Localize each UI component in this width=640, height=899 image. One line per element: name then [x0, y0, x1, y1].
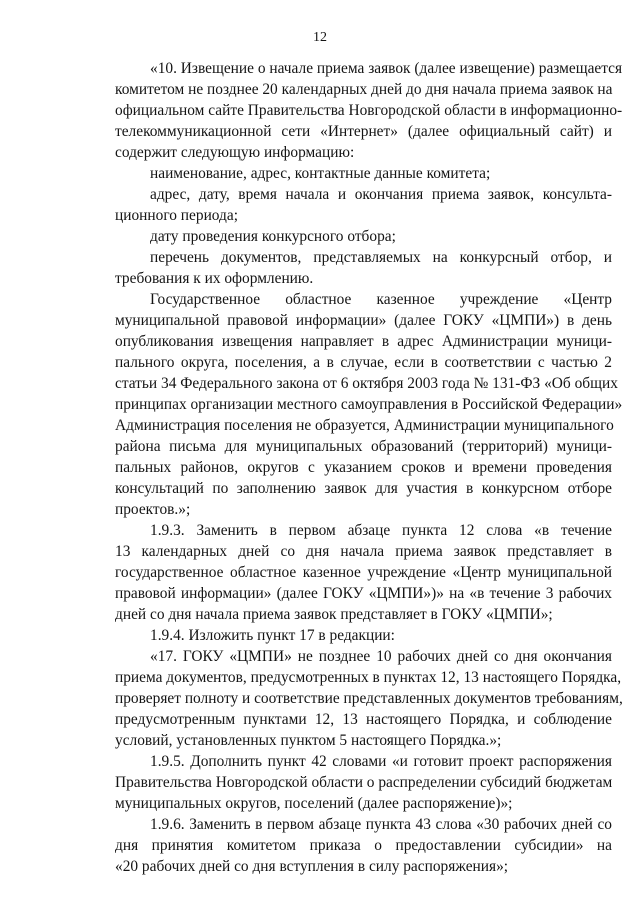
text-line: перечень документов, представляемых на конкурсный отбор, и [150, 249, 612, 266]
text-line: проектов.»; [115, 501, 191, 518]
text-line: пального округа, поселения, а в случае, если в соответствии с частью 2 [115, 354, 612, 371]
text-line: правовой информации» (далее ГОКУ «ЦМПИ»)» на «в течение 3 рабочих [115, 585, 612, 602]
text-line: 1.9.4. Изложить пункт 17 в редакции: [150, 627, 395, 644]
text-line: содержит следующую информацию: [115, 144, 355, 161]
text-line: 13 календарных дней со дня начала приема заявок представляет в [115, 543, 612, 560]
text-line: проверяет полноту и соответствие представленных документов требованиям, [115, 690, 623, 707]
text-line: пальных районов, округов с указанием сроков и времени проведения [115, 459, 612, 476]
text-line: приема документов, предусмотренных в пунктах 12, 13 настоящего Порядка, [115, 669, 622, 686]
text-line: района письма для муниципальных образований (территорий) муници- [115, 438, 612, 455]
text-line: статьи 34 Федерального закона от 6 октября 2003 года № 131-ФЗ «Об общих [115, 375, 618, 392]
text-line: Правительства Новгородской области о распределении субсидий бюджетам [115, 774, 613, 791]
text-line: консультаций по заполнению заявок для участия в конкурсном отборе [115, 480, 612, 497]
text-line: 1.9.5. Дополнить пункт 42 словами «и готовит проект распоряжения [150, 753, 612, 770]
text-line: комитетом не позднее 20 календарных дней до дня начала приема заявок на [115, 81, 613, 98]
text-line: муниципальных округов, поселений (далее распоряжение)»; [115, 795, 513, 812]
text-line: адрес, дату, время начала и окончания приема заявок, консульта- [150, 186, 612, 203]
text-line: принципах организации местного самоуправления в Российской Федерации» [115, 396, 623, 413]
text-line: официальном сайте Правительства Новгородской области в информационно- [115, 102, 623, 119]
text-line: дату проведения конкурсного отбора; [150, 228, 396, 245]
text-line: дней со дня начала приема заявок представляет в ГОКУ «ЦМПИ»; [115, 606, 553, 623]
text-line: государственное областное казенное учреждение «Центр муниципальной [115, 564, 612, 581]
text-line: «20 рабочих дней со дня вступления в силу распоряжения»; [115, 858, 509, 875]
text-line: «10. Извещение о начале приема заявок (далее извещение) размещается [150, 60, 623, 77]
text-line: условий, установленных пунктом 5 настоящего Порядка.»; [115, 732, 502, 749]
text-line: 1.9.3. Заменить в первом абзаце пункта 12 слова «в течение [150, 522, 612, 539]
text-line: «17. ГОКУ «ЦМПИ» не позднее 10 рабочих дней со дня окончания [150, 648, 612, 665]
text-line: Государственное областное казенное учреждение «Центр [150, 291, 612, 308]
text-line: требования к их оформлению. [115, 270, 314, 287]
text-line: телекоммуникационной сети «Интернет» (далее официальный сайт) и [115, 123, 612, 140]
text-line: муниципальной правовой информации» (далее ГОКУ «ЦМПИ») в день [115, 312, 612, 329]
text-line: ционного периода; [115, 207, 238, 224]
text-line: Администрация поселения не образуется, Администрации муниципального [115, 417, 614, 434]
text-line: наименование, адрес, контактные данные комитета; [150, 165, 491, 182]
text-line: предусмотренным пунктами 12, 13 настоящего Порядка, и соблюдение [115, 711, 612, 728]
text-line: 1.9.6. Заменить в первом абзаце пункта 43 слова «30 рабочих дней со [150, 816, 612, 833]
text-line: опубликования извещения направляет в адрес Администрации муници- [115, 333, 612, 350]
text-line: дня принятия комитетом приказа о предоставлении субсидии» на [115, 837, 612, 854]
page-number: 12 [313, 30, 327, 45]
